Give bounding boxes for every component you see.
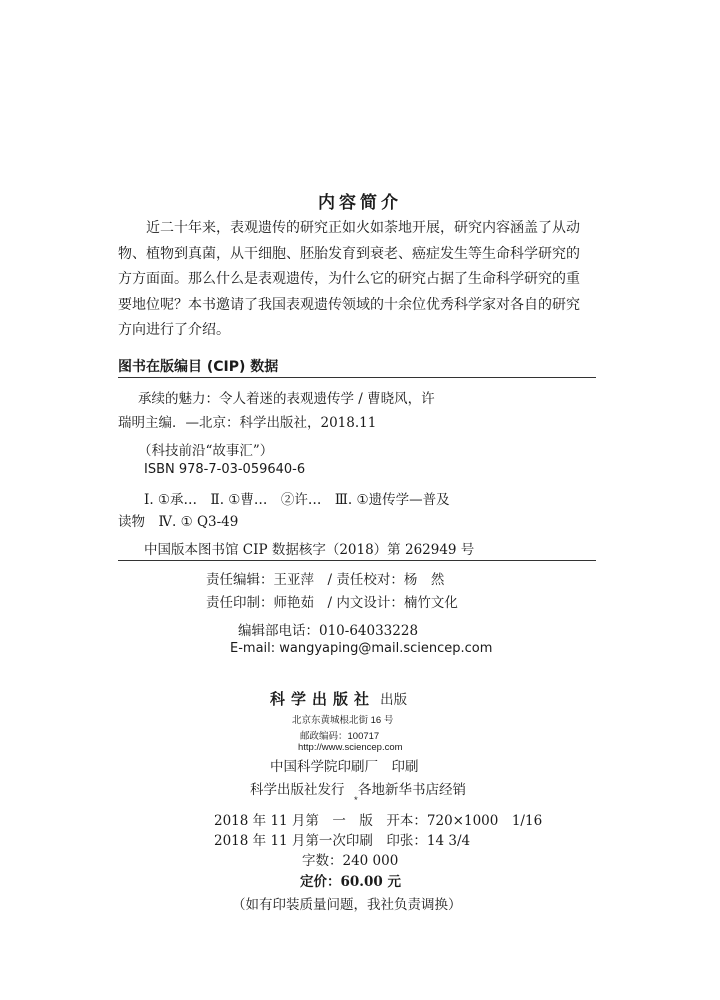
summary-line: 方方面面。那么什么是表观遗传，为什么它的研究占据了生命科学研究的重: [118, 271, 580, 287]
publisher-postcode: 邮政编码：100717: [300, 731, 380, 742]
editorial-phone: 编辑部电话：010-64033228: [238, 623, 419, 639]
editor-credits-line-1: 责任编辑：王亚萍 / 责任校对：杨 然: [206, 572, 445, 588]
publisher-logo: 科学出版社: [270, 690, 376, 708]
summary-line: 物、植物到真菌，从干细胞、胚胎发育到衰老、癌症发生等生命科学研究的: [118, 245, 580, 262]
publisher-suffix: 出版: [380, 692, 408, 708]
quality-notice: （如有印装质量问题，我社负责调换）: [232, 897, 462, 913]
cip-entry-line-1: 承续的魅力：令人着迷的表观遗传学 / 曹晓风，许: [138, 391, 435, 407]
cip-series: （科技前沿“故事汇”）: [138, 443, 274, 459]
summary-line: 近二十年来，表观遗传的研究正如火如荼地开展，研究内容涵盖了从动: [146, 220, 580, 236]
summary-body: [118, 216, 596, 344]
editorial-email: E-mail: wangyaping@mail.sciencep.com: [230, 641, 493, 656]
cip-classification-line-2: 读物 Ⅳ. ① Q3-49: [118, 514, 239, 530]
cip-bottom-rule: [118, 560, 596, 561]
word-count: 字数：240 000: [302, 853, 399, 869]
summary-line: 方向进行了介绍。: [118, 322, 230, 338]
editor-credits-line-2: 责任印制：师艳茹 / 内文设计：楠竹文化: [206, 595, 458, 611]
cip-data-number: 中国版本图书馆 CIP 数据核字（2018）第 262949 号: [144, 542, 475, 558]
summary-line: 要地位呢？本书邀请了我国表观遗传领域的十余位优秀科学家对各自的研究: [118, 296, 580, 313]
edition-line-2: 2018 年 11 月第一次印刷 印张：14 3/4: [214, 833, 471, 849]
publisher-line: [270, 688, 407, 709]
publisher-address: 北京东黄城根北街 16 号: [292, 715, 394, 726]
publisher-mark: *: [354, 795, 358, 806]
cip-classification-line-1: Ⅰ. ①承… Ⅱ. ①曹… ②许… Ⅲ. ①遗传学—普及: [144, 492, 450, 508]
summary-title: 内容简介: [318, 193, 402, 213]
printer: 中国科学院印刷厂 印刷: [270, 759, 419, 775]
cip-isbn: ISBN 978-7-03-059640-6: [144, 462, 306, 477]
cip-entry-line-2: 瑞明主编．—北京：科学出版社，2018.11: [118, 415, 377, 431]
edition-line-1: 2018 年 11 月第 一 版 开本：720×1000 1/16: [214, 813, 543, 829]
price: 定价：60.00 元: [300, 874, 401, 890]
cip-heading: 图书在版编目 (CIP) 数据: [118, 359, 279, 375]
distribution: 科学出版社发行 各地新华书店经销: [250, 782, 466, 798]
cip-top-rule: [118, 377, 596, 378]
publisher-url: http://www.sciencep.com: [298, 742, 403, 753]
